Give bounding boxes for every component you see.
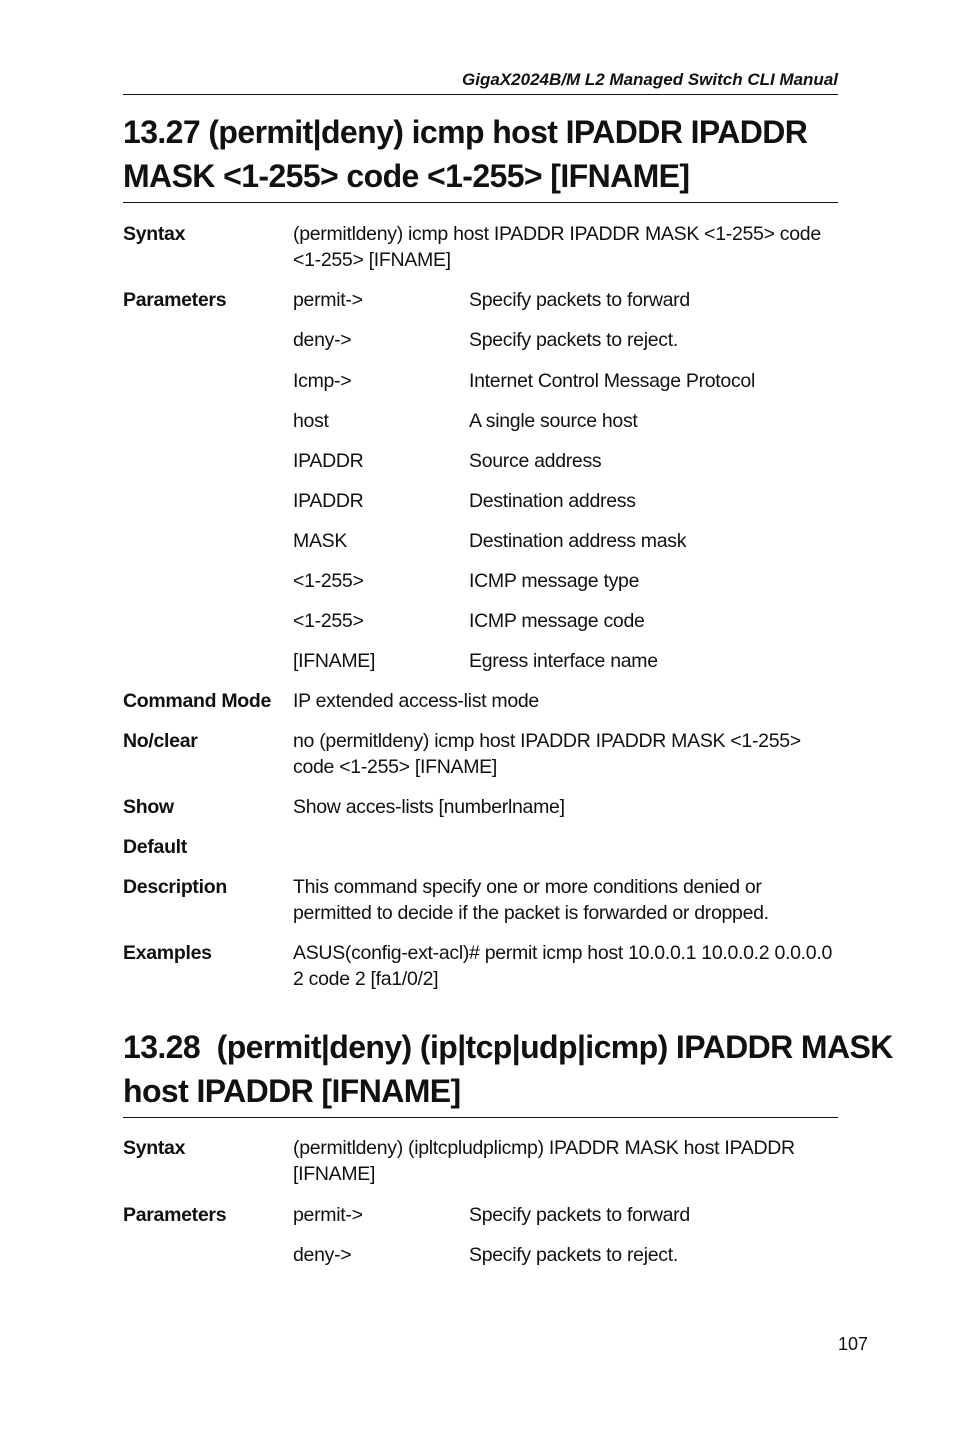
syntax-line-2: <1-255> [IFNAME]: [293, 249, 451, 271]
noclear-line-1: no (permitldeny) icmp host IPADDR IPADDR MASK <1-255>: [293, 730, 801, 752]
default-label: Default: [123, 836, 187, 858]
parameter-name: IPADDR: [293, 490, 364, 512]
parameter-desc: Specify packets to reject.: [469, 1244, 678, 1266]
parameter-desc: Specify packets to forward: [469, 289, 690, 311]
running-header: [123, 68, 838, 95]
parameter-name: permit->: [293, 1204, 363, 1226]
parameter-desc: Destination address mask: [469, 530, 687, 552]
heading-line-1: 13.27 (permit|deny) icmp host IPADDR IPADDR: [123, 114, 808, 150]
heading-line-2: MASK <1-255> code <1-255> [IFNAME]: [123, 158, 690, 194]
parameter-name: <1-255>: [293, 570, 364, 592]
parameter-desc: ICMP message code: [469, 610, 645, 632]
parameter-desc: Destination address: [469, 490, 636, 512]
parameter-name: permit->: [293, 289, 363, 311]
examples-value: [293, 940, 838, 992]
command-mode-value: IP extended access-list mode: [293, 690, 539, 712]
parameter-desc: Internet Control Message Protocol: [469, 370, 755, 392]
description-line-1: This command specify one or more conditions denied or: [293, 876, 762, 898]
examples-label: Examples: [123, 942, 212, 964]
command-mode-label: Command Mode: [123, 690, 272, 712]
show-value: Show acces-lists [numberlname]: [293, 796, 565, 818]
show-label: Show: [123, 796, 174, 818]
parameter-desc: Egress interface name: [469, 650, 658, 672]
syntax-line-1: (permitldeny) (ipltcpludplicmp) IPADDR MASK host IPADDR: [293, 1137, 795, 1159]
parameter-name: MASK: [293, 530, 348, 552]
parameters-label: Parameters: [123, 1204, 227, 1226]
section-heading-13-28: [123, 1025, 893, 1118]
description-line-2: permitted to decide if the packet is forwarded or dropped.: [293, 902, 769, 924]
parameter-name: deny->: [293, 329, 352, 351]
description-value: [293, 874, 838, 926]
parameter-desc: ICMP message type: [469, 570, 640, 592]
syntax-line-2: [IFNAME]: [293, 1163, 376, 1185]
parameter-desc: Source address: [469, 450, 602, 472]
heading-line-1: 13.28 (permit|deny) (ip|tcp|udp|icmp) IPADDR MASK: [123, 1029, 893, 1065]
syntax-label: Syntax: [123, 223, 186, 245]
description-label: Description: [123, 876, 227, 898]
syntax-label: Syntax: [123, 1137, 186, 1159]
parameter-name: deny->: [293, 1244, 352, 1266]
noclear-line-2: code <1-255> [IFNAME]: [293, 756, 497, 778]
page-number: 107: [837, 1334, 868, 1354]
parameter-name: host: [293, 410, 329, 432]
section-heading-13-27: [123, 110, 838, 203]
parameter-name: IPADDR: [293, 450, 364, 472]
syntax-line-1: (permitldeny) icmp host IPADDR IPADDR MASK <1-255> code: [293, 223, 821, 245]
parameter-desc: Specify packets to reject.: [469, 329, 678, 351]
manual-title: GigaX2024B/M L2 Managed Switch CLI Manual: [462, 70, 838, 89]
heading-line-2: host IPADDR [IFNAME]: [123, 1073, 461, 1109]
parameter-desc: A single source host: [469, 410, 638, 432]
parameters-label: Parameters: [123, 289, 227, 311]
parameter-name: Icmp->: [293, 370, 352, 392]
parameter-name: <1-255>: [293, 610, 364, 632]
examples-line-2: 2 code 2 [fa1/0/2]: [293, 968, 439, 990]
parameter-desc: Specify packets to forward: [469, 1204, 690, 1226]
parameter-name: [IFNAME]: [293, 650, 376, 672]
noclear-label: No/clear: [123, 730, 198, 752]
syntax-value: [293, 221, 838, 273]
examples-line-1: ASUS(config-ext-acl)# permit icmp host 10.0.0.1 10.0.0.2 0.0.0.0: [293, 942, 832, 964]
syntax-value: [293, 1135, 838, 1187]
noclear-value: [293, 728, 838, 780]
